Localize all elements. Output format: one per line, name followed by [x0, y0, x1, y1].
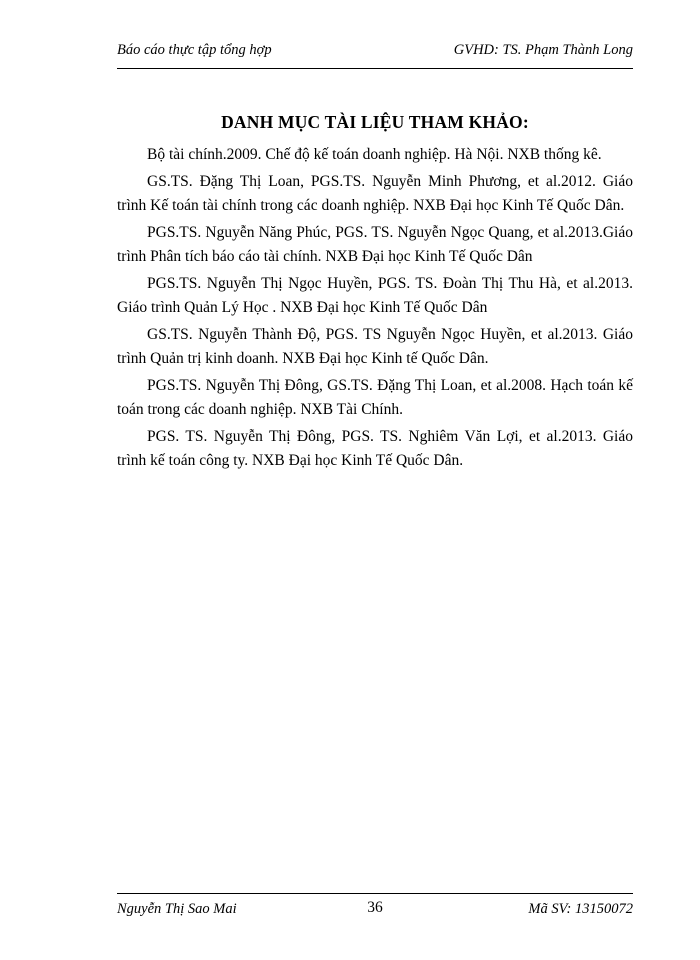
- header-divider: [117, 68, 633, 69]
- reference-item: PGS. TS. Nguyễn Thị Đông, PGS. TS. Nghiêm Văn Lợi, et al.2013. Giáo trình kế toán công ty. NXB Đại học Kinh Tế Quốc Dân.: [117, 427, 633, 469]
- reference-item: PGS.TS. Nguyễn Năng Phúc, PGS. TS. Nguyễn Ngọc Quang, et al.2013.Giáo trình Phân tích báo cáo tài chính. NXB Đại học Kinh Tế Quốc Dân: [117, 223, 633, 265]
- reference-item: GS.TS. Đặng Thị Loan, PGS.TS. Nguyễn Minh Phương, et al.2012. Giáo trình Kế toán tài chính trong các doanh nghiệp. NXB Đại học Kinh Tế Quốc Dân.: [117, 172, 633, 214]
- footer-divider: [117, 893, 633, 894]
- reference-item: PGS.TS. Nguyễn Thị Đông, GS.TS. Đặng Thị Loan, et al.2008. Hạch toán kế toán trong các doanh nghiệp. NXB Tài Chính.: [117, 376, 633, 418]
- page-title: DANH MỤC TÀI LIỆU THAM KHẢO:: [221, 112, 529, 132]
- supervisor-header: GVHD: TS. Phạm Thành Long: [453, 42, 633, 58]
- report-title-header: Báo cáo thực tập tổng hợp: [117, 42, 272, 58]
- reference-item: GS.TS. Nguyễn Thành Độ, PGS. TS Nguyễn Ngọc Huyền, et al.2013. Giáo trình Quản trị kinh doanh. NXB Đại học Kinh tế Quốc Dân.: [117, 325, 633, 367]
- student-id: Mã SV: 13150072: [528, 901, 633, 917]
- author-name: Nguyễn Thị Sao Mai: [117, 901, 237, 917]
- reference-item: PGS.TS. Nguyễn Thị Ngọc Huyền, PGS. TS. Đoàn Thị Thu Hà, et al.2013. Giáo trình Quản Lý Học . NXB Đại học Kinh Tế Quốc Dân: [117, 274, 633, 316]
- page-number: 36: [367, 899, 383, 916]
- reference-list: [117, 143, 633, 476]
- page-header: [117, 38, 633, 66]
- reference-item: Bộ tài chính.2009. Chế độ kế toán doanh nghiệp. Hà Nội. NXB thống kê.: [147, 146, 602, 163]
- page-footer: [117, 899, 633, 923]
